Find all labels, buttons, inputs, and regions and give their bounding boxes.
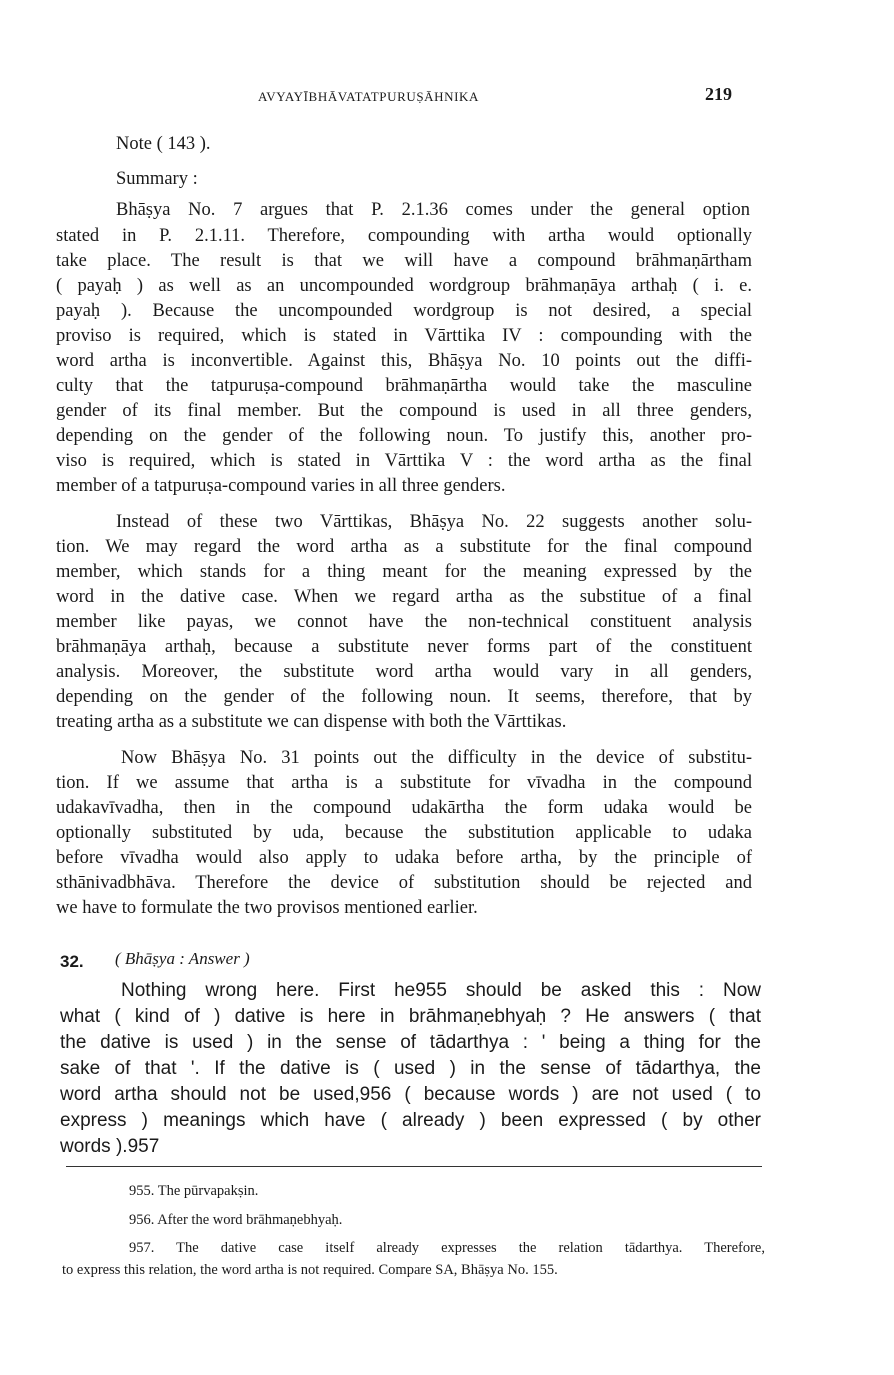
paragraph-line: analysis. Moreover, the substitute word artha would vary in all genders, xyxy=(56,662,752,682)
footnote-divider xyxy=(66,1166,762,1167)
translation-line: word artha should not be used,956 ( because words ) are not used ( to xyxy=(60,1084,761,1105)
footnote: 956. After the word brāhmaṇebhyaḥ. xyxy=(129,1212,343,1228)
paragraph-line: member, which stands for a thing meant for the meaning expressed by the xyxy=(56,562,752,582)
paragraph-line: word in the dative case. When we regard artha as the substitue of a final xyxy=(56,587,752,607)
paragraph-line: gender of its final member. But the compound is used in all three genders, xyxy=(56,401,752,421)
paragraph-line: Now Bhāṣya No. 31 points out the difficulty in the device of substitu- xyxy=(121,748,752,768)
paragraph-line: proviso is required, which is stated in Vārttika IV : compounding with the xyxy=(56,326,752,346)
page-number: 219 xyxy=(705,84,732,104)
section-number: 32. xyxy=(60,952,84,971)
paragraph-line: udakavīvadha, then in the compound udakārtha the form udaka would be xyxy=(56,798,752,818)
footnote: 955. The pūrvapakṣin. xyxy=(129,1183,259,1199)
paragraph-line: Instead of these two Vārttikas, Bhāṣya No. 22 suggests another solu- xyxy=(116,512,752,532)
paragraph-line: member of a tatpuruṣa-compound varies in all three genders. xyxy=(56,476,506,496)
paragraph-line: before vīvadha would also apply to udaka before artha, by the principle of xyxy=(56,848,752,868)
translation-line: what ( kind of ) dative is here in brāhmaṇebhyaḥ ? He answers ( that xyxy=(60,1006,761,1027)
paragraph-line: take place. The result is that we will have a compound brāhmaṇārtham xyxy=(56,251,752,271)
paragraph-line: stated in P. 2.1.11. Therefore, compounding with artha would optionally xyxy=(56,226,752,246)
paragraph-line: Bhāṣya No. 7 argues that P. 2.1.36 comes under the general option xyxy=(116,200,750,220)
paragraph-line: tion. We may regard the word artha as a substitute for the final compound xyxy=(56,537,752,557)
footnote-continued: to express this relation, the word artha is not required. Compare SA, Bhāṣya No. 155. xyxy=(62,1262,558,1278)
paragraph-line: optionally substituted by uda, because the substitution applicable to udaka xyxy=(56,823,752,843)
running-title: AVYAYĪBHĀVATATPURUṢĀHNIKA xyxy=(258,89,480,104)
paragraph-line: brāhmaṇāya arthaḥ, because a substitute never forms part of the constituent xyxy=(56,637,752,657)
translation-line: express ) meanings which have ( already ) been expressed ( by other xyxy=(60,1110,761,1131)
paragraph-line: member like payas, we connot have the non-technical constituent analysis xyxy=(56,612,752,632)
paragraph-line: ( payaḥ ) as well as an uncompounded wordgroup brāhmaṇāya arthaḥ ( i. e. xyxy=(56,276,752,296)
paragraph-line: sthānivadbhāva. Therefore the device of substitution should be rejected and xyxy=(56,873,752,893)
paragraph-line: word artha is inconvertible. Against this, Bhāṣya No. 10 points out the diffi- xyxy=(56,351,752,371)
paragraph-line: depending on the gender of the following noun. It seems, therefore, that by xyxy=(56,687,752,707)
paragraph-line: tion. If we assume that artha is a substitute for vīvadha in the compound xyxy=(56,773,752,793)
paragraph-line: payaḥ ). Because the uncompounded wordgroup is not desired, a special xyxy=(56,301,752,321)
section-title: ( Bhāṣya : Answer ) xyxy=(115,949,250,968)
paragraph-line: depending on the gender of the following noun. To justify this, another pro- xyxy=(56,426,752,446)
translation-line: words ).957 xyxy=(60,1136,160,1157)
paragraph-line: we have to formulate the two provisos mentioned earlier. xyxy=(56,898,478,918)
paragraph-line: viso is required, which is stated in Vārttika V : the word artha as the final xyxy=(56,451,752,471)
translation-line: Nothing wrong here. First he955 should be asked this : Now xyxy=(121,980,761,1001)
summary-heading: Summary : xyxy=(116,169,198,189)
note-heading: Note ( 143 ). xyxy=(116,134,211,154)
footnote: 957. The dative case itself already expresses the relation tādarthya. Therefore, xyxy=(129,1240,765,1256)
translation-line: the dative is used ) in the sense of tādarthya : ' being a thing for the xyxy=(60,1032,761,1053)
translation-line: sake of that '. If the dative is ( used ) in the sense of tādarthya, the xyxy=(60,1058,761,1079)
paragraph-line: treating artha as a substitute we can dispense with both the Vārttikas. xyxy=(56,712,567,732)
paragraph-line: culty that the tatpuruṣa-compound brāhmaṇārtha would take the masculine xyxy=(56,376,752,396)
